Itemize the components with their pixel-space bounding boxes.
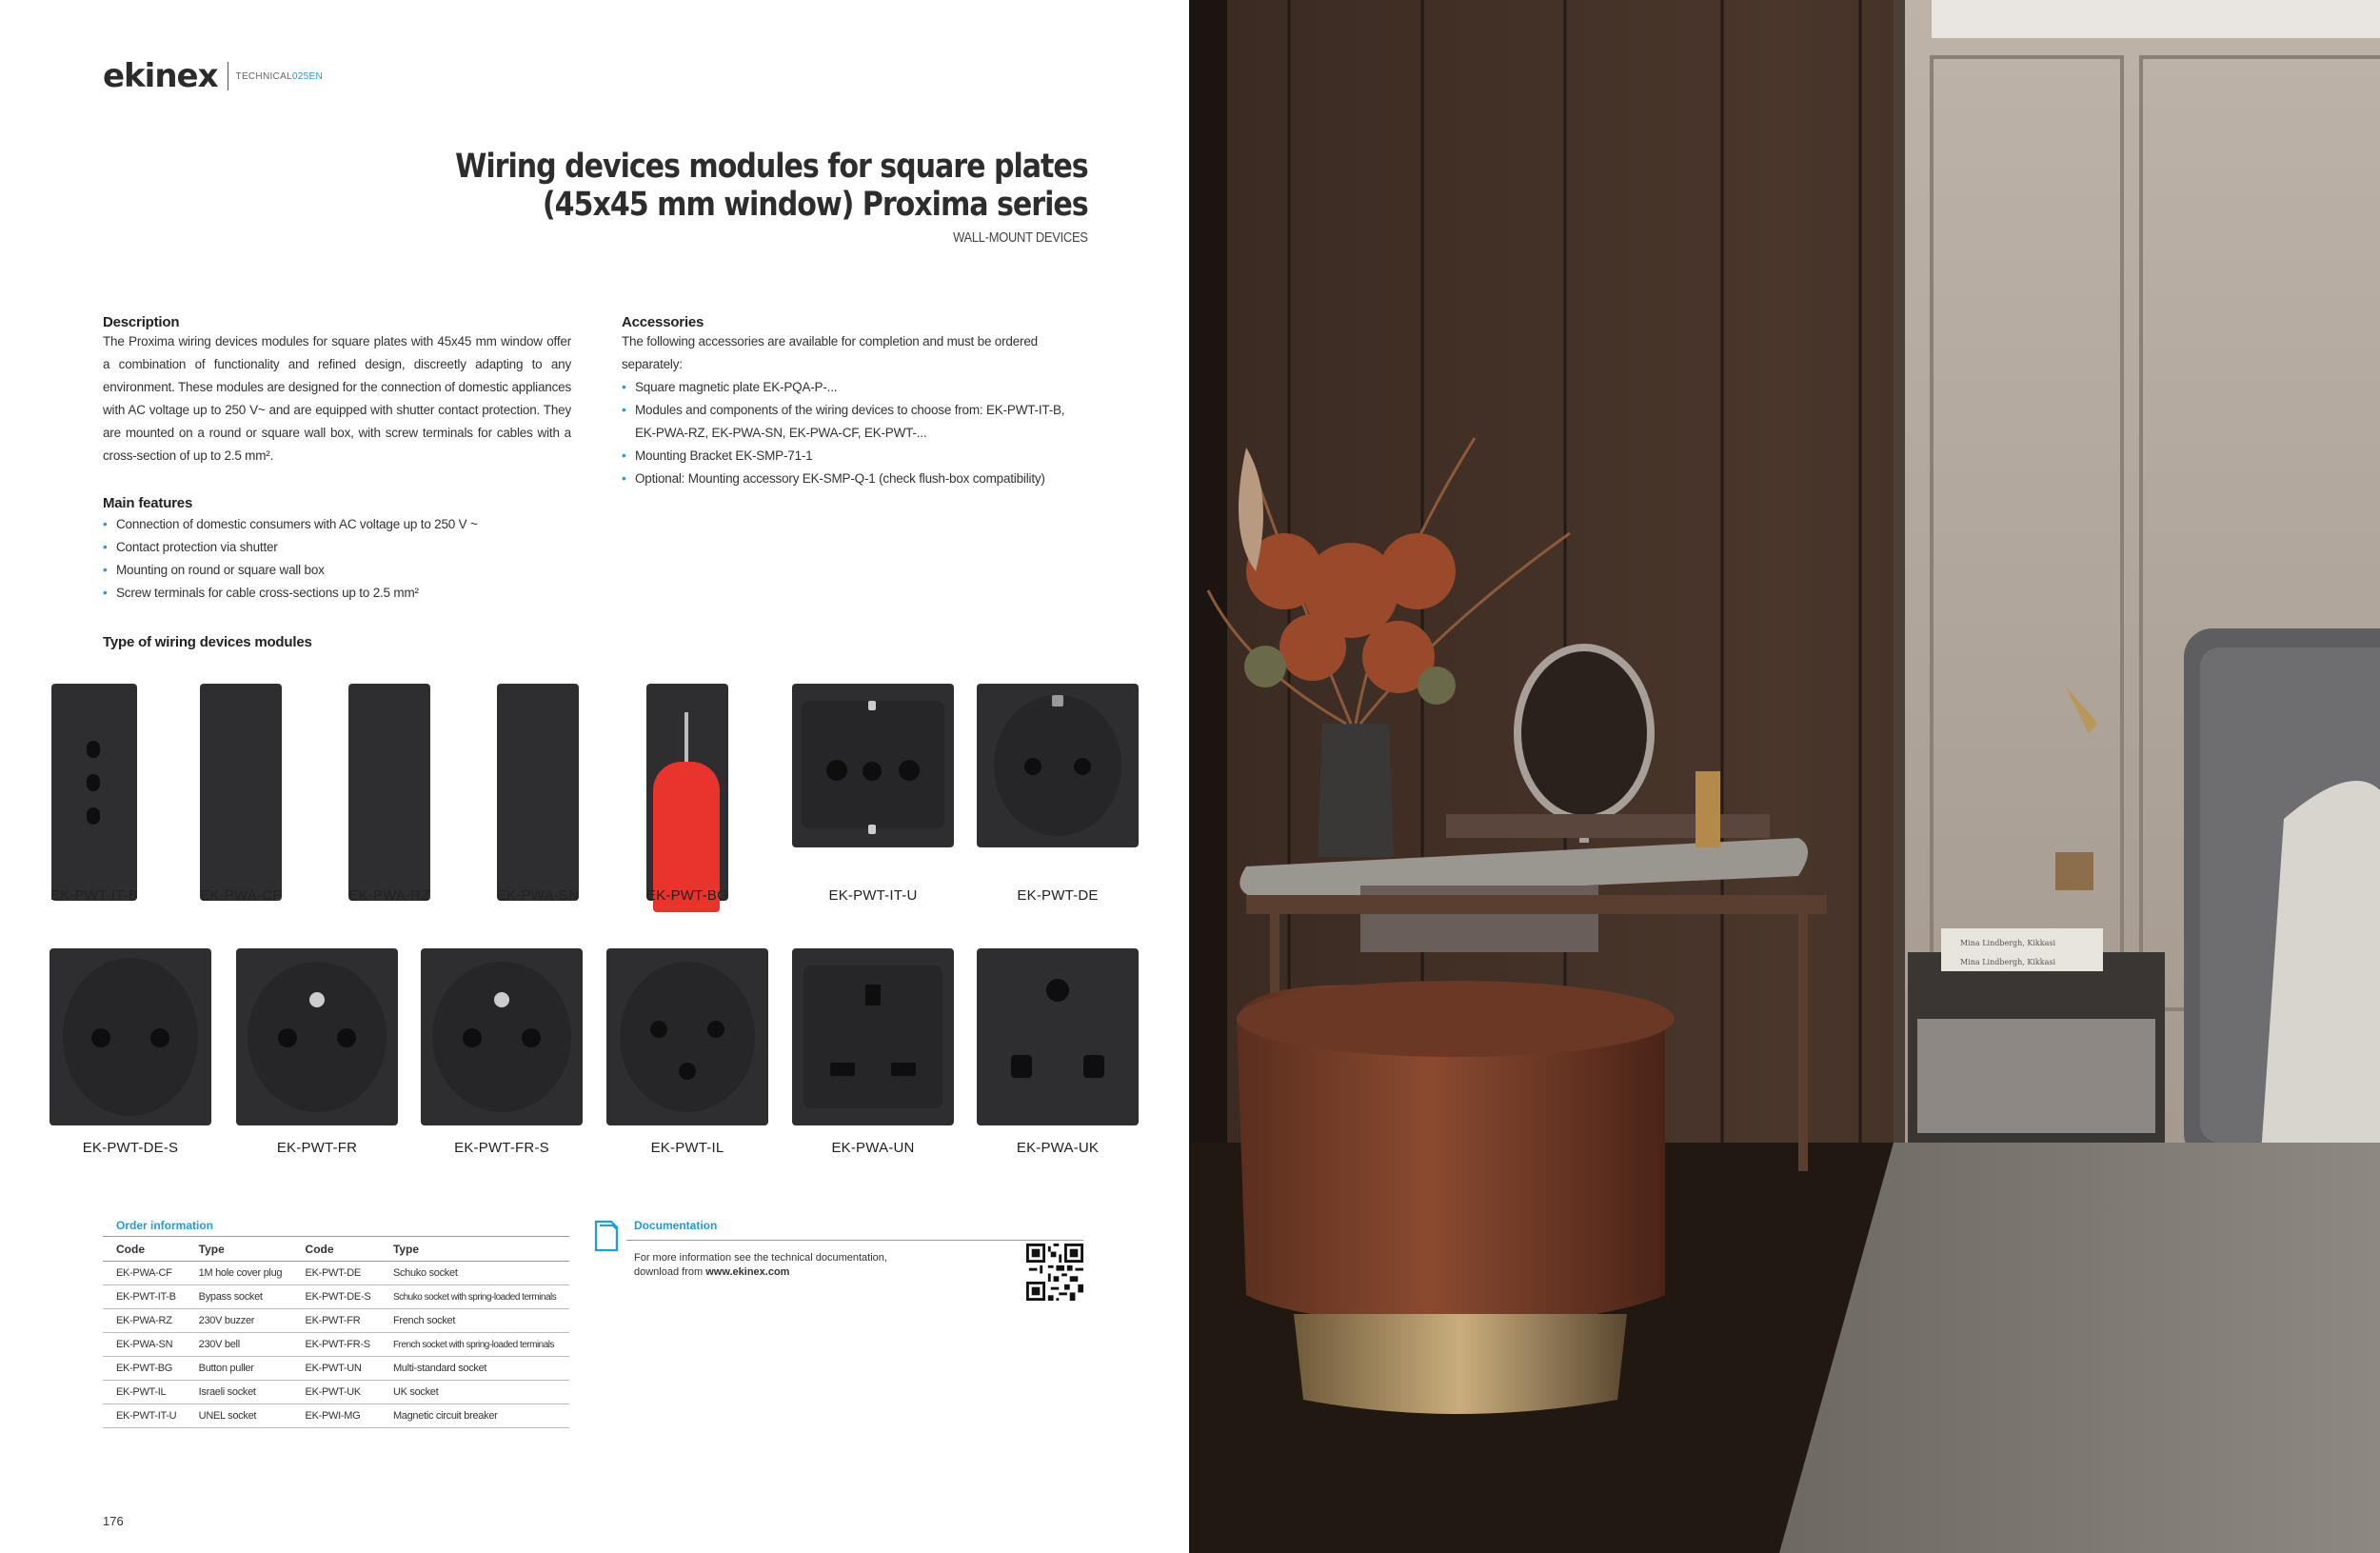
- product-label: EK-PWT-IL: [650, 1140, 724, 1156]
- product-label: EK-PWT-FR-S: [454, 1140, 549, 1156]
- interior-photo: [1189, 0, 2380, 1553]
- product-label: EK-PWA-UN: [831, 1140, 915, 1156]
- page-subtitle: WALL-MOUNT DEVICES: [953, 229, 1088, 246]
- product-label: EK-PWA-RZ: [348, 887, 430, 904]
- product-label: EK-PWT-DE: [1017, 887, 1099, 904]
- column-header: Code: [292, 1237, 380, 1262]
- documentation-link[interactable]: www.ekinex.com: [705, 1266, 790, 1278]
- product-image-un: [792, 948, 954, 1125]
- column-header: Type: [186, 1237, 292, 1262]
- table-header-row: [103, 1237, 569, 1262]
- product-image-it-b: [51, 684, 137, 901]
- product-image-fr-s: [421, 948, 583, 1125]
- accessory-item: • Optional: Mounting accessory EK-SMP-Q-1 (check flush-box compatibility): [622, 471, 1045, 486]
- qr-code-icon[interactable]: [1026, 1244, 1083, 1301]
- accessory-item: • Mounting Bracket EK-SMP-71-1: [622, 448, 813, 463]
- document-icon: [592, 1219, 621, 1253]
- book-title: Mina Lindbergh, Kikkasi: [1960, 939, 2056, 947]
- product-label: EK-PWT-FR: [276, 1140, 358, 1156]
- product-label: EK-PWA-SN: [496, 887, 580, 904]
- product-label: EK-PWT-IT-U: [828, 887, 918, 904]
- feature-item: • Connection of domestic consumers with AC voltage up to 250 V ~: [103, 517, 478, 531]
- table-row: EK-PWA-CF 1M hole cover plug EK-PWT-DE Schuko socket: [103, 1262, 569, 1285]
- order-table: [103, 1236, 569, 1428]
- title-line-2: (45x45 mm window) Proxima series: [543, 186, 1088, 224]
- product-image-fr: [236, 948, 398, 1125]
- book-title: Mina Lindbergh, Kikkasi: [1960, 958, 2056, 966]
- product-image-de-s: [50, 948, 211, 1125]
- product-image-uk: [977, 948, 1139, 1125]
- column-header: Type: [380, 1237, 569, 1262]
- order-heading: Order information: [116, 1219, 214, 1232]
- description-text: The Proxima wiring devices modules for square plates with 45x45 mm window offer a combination of functionality and refined design, discreetly adapting to any environment. These modules are designed for the connection of domestic appliances with AC voltage up to 250 V~ and are equipped with shutter contact protection. They are mounted on a round or square wall box, with screw terminals for cables with a cross-section of up to 2.5 mm².: [103, 334, 571, 463]
- table-row: EK-PWT-IT-U UNEL socket EK-PWI-MG Magnetic circuit breaker: [103, 1404, 569, 1428]
- feature-item: • Contact protection via shutter: [103, 540, 278, 554]
- header-tag: TECHNICAL025EN: [235, 70, 323, 82]
- accessory-item: • Square magnetic plate EK-PQA-P-...: [622, 380, 838, 394]
- feature-item: • Screw terminals for cable cross-sections up to 2.5 mm²: [103, 586, 419, 600]
- column-header: Code: [103, 1237, 186, 1262]
- description-heading: Description: [103, 314, 180, 330]
- product-image-il: [606, 948, 768, 1125]
- product-label: EK-PWT-DE-S: [82, 1140, 179, 1156]
- product-label: EK-PWT-IT-B: [50, 887, 139, 904]
- bedroom-scene-image: [1189, 0, 2380, 1553]
- product-image-cf: [200, 684, 282, 901]
- types-heading: Type of wiring devices modules: [103, 634, 312, 650]
- table-row: EK-PWT-BG Button puller EK-PWT-UN Multi-standard socket: [103, 1357, 569, 1381]
- product-image-sn: [497, 684, 579, 901]
- documentation-divider: [626, 1240, 1083, 1241]
- product-label: EK-PWA-CF: [200, 887, 282, 904]
- page-header: [103, 57, 323, 95]
- table-row: EK-PWA-SN 230V bell EK-PWT-FR-S French socket with spring-loaded terminals: [103, 1333, 569, 1357]
- product-label: EK-PWA-UK: [1016, 1140, 1100, 1156]
- accessories-heading: Accessories: [622, 314, 704, 330]
- documentation-heading: Documentation: [634, 1219, 718, 1232]
- accessories-section: [622, 314, 1069, 490]
- table-row: EK-PWT-IT-B Bypass socket EK-PWT-DE-S Schuko socket with spring-loaded terminals: [103, 1285, 569, 1309]
- ekinex-logo[interactable]: ekinex: [103, 57, 218, 95]
- product-image-bg: [646, 684, 728, 912]
- table-row: EK-PWT-IL Israeli socket EK-PWT-UK UK socket: [103, 1381, 569, 1404]
- accessories-intro: The following accessories are available for completion and must be ordered separately:: [622, 334, 1038, 371]
- documentation-section: [592, 1219, 1085, 1278]
- documentation-text: For more information see the technical documentation, download from www.ekinex.com: [634, 1252, 887, 1278]
- page-title: [352, 148, 1088, 246]
- left-page: [0, 0, 1189, 1553]
- order-information: [103, 1219, 569, 1428]
- description-section: [103, 314, 571, 468]
- page-number: 176: [103, 1514, 124, 1528]
- product-image-it-u: [792, 684, 954, 847]
- product-image-de: [977, 684, 1139, 847]
- product-label: EK-PWT-BG: [646, 887, 728, 904]
- accessory-item: • Modules and components of the wiring devices to choose from: EK-PWT-IT-B, EK-PWA-RZ, EK-PWA-SN, EK-PWA-CF, EK-PWT-...: [622, 403, 1065, 440]
- table-row: EK-PWA-RZ 230V buzzer EK-PWT-FR French socket: [103, 1309, 569, 1333]
- main-features-heading: Main features: [103, 495, 193, 511]
- title-line-1: Wiring devices modules for square plates: [455, 148, 1088, 186]
- feature-item: • Mounting on round or square wall box: [103, 563, 325, 577]
- product-image-rz: [348, 684, 430, 901]
- main-features-section: [103, 495, 571, 605]
